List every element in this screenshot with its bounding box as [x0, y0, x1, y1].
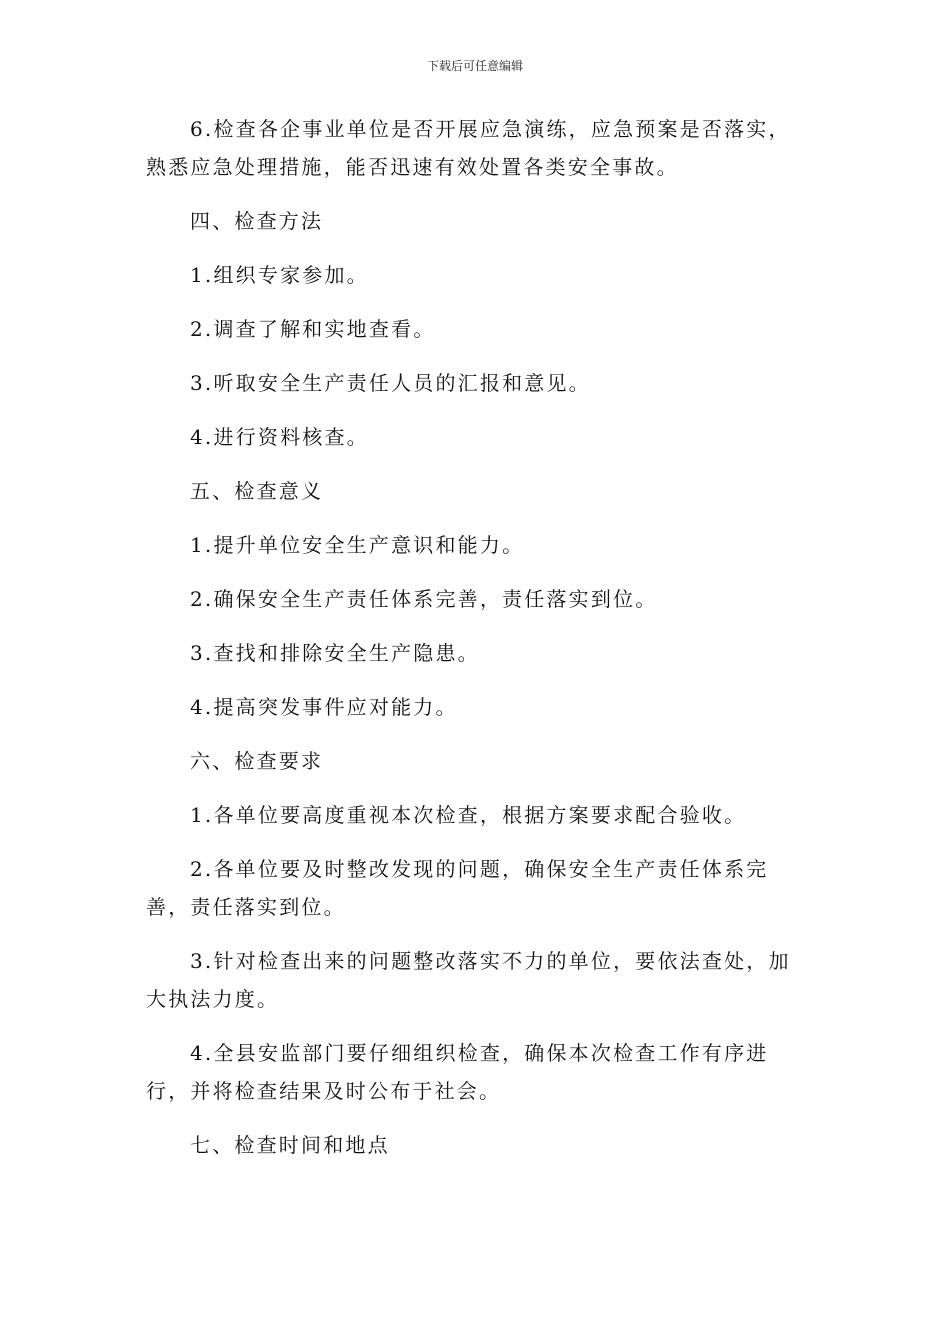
section-heading-time-location: 七、检查时间和地点	[190, 1133, 390, 1157]
list-item: 3.查找和排除安全生产隐患。	[190, 641, 480, 665]
list-item: 2.确保安全生产责任体系完善，责任落实到位。	[190, 587, 658, 611]
document-body	[146, 110, 810, 1180]
list-item: 4.全县安监部门要仔细组织检查，确保本次检查工作有序进行，并将检查结果及时公布于社会。	[146, 1041, 769, 1103]
list-item: 2.调查了解和实地查看。	[190, 317, 436, 341]
section-heading-methods: 四、检查方法	[190, 209, 324, 233]
list-item: 4.提高突发事件应对能力。	[190, 695, 458, 719]
list-item: 1.提升单位安全生产意识和能力。	[190, 533, 525, 557]
list-item: 3.针对检查出来的问题整改落实不力的单位，要依法查处，加大执法力度。	[146, 949, 791, 1011]
list-item: 2.各单位要及时整改发现的问题，确保安全生产责任体系完善，责任落实到位。	[146, 857, 769, 919]
list-item: 3.听取安全生产责任人员的汇报和意见。	[190, 371, 591, 395]
list-item: 4.进行资料核查。	[190, 425, 369, 449]
section-heading-requirements: 六、检查要求	[190, 749, 324, 773]
list-item: 1.组织专家参加。	[190, 263, 369, 287]
list-item: 1.各单位要高度重视本次检查，根据方案要求配合验收。	[190, 803, 747, 827]
section-heading-significance: 五、检查意义	[190, 479, 324, 503]
page-header: 下载后可任意编辑	[426, 59, 523, 73]
paragraph-item-6-drills: 6.检查各企事业单位是否开展应急演练，应急预案是否落实，熟悉应急处理措施，能否迅速有效处置各类安全事故。	[146, 117, 791, 179]
